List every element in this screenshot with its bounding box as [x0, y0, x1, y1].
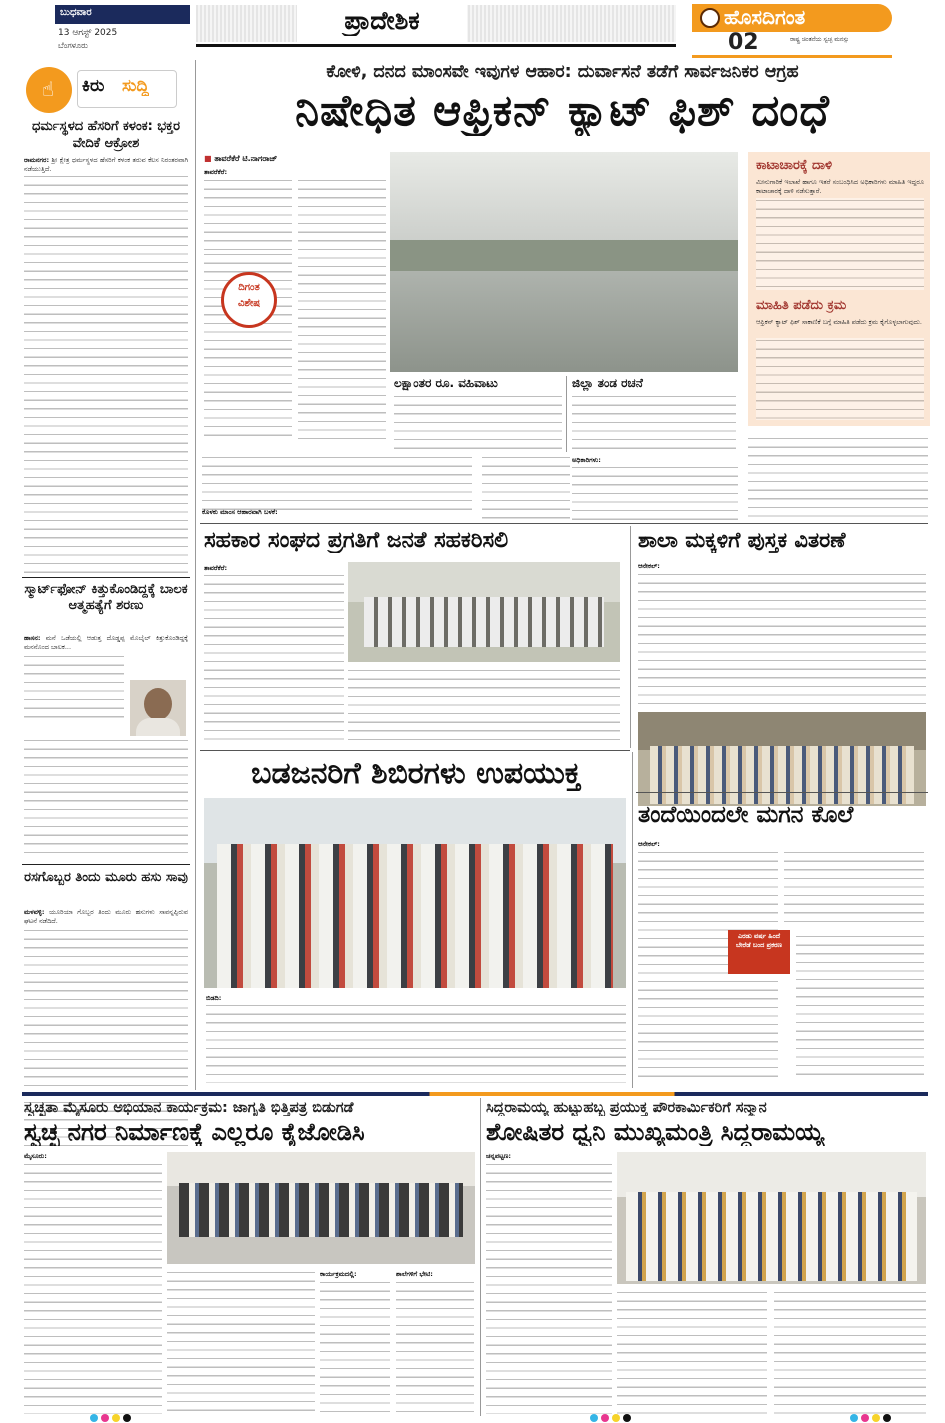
- brand-name: ಹೊಸದಿಗಂತ: [724, 5, 806, 29]
- kirusuddi-label-a: ಕಿರು: [82, 76, 105, 96]
- sahakara-body-a: [204, 573, 344, 741]
- issue-date: 13 ಆಗಸ್ಟ್ 2025: [58, 28, 118, 38]
- lead-body-right: [748, 436, 928, 520]
- reg-mark-cyan-mid: [590, 1414, 598, 1422]
- hand-pointing-icon: ☝: [41, 77, 55, 101]
- shibira-photo: [204, 798, 626, 988]
- reg-mark-magenta-right: [861, 1414, 869, 1422]
- lead-body-col1: [204, 178, 292, 250]
- boy-portrait: [130, 680, 186, 736]
- sahakara-dateline: ತಾವರೆಕೆರೆ:: [204, 564, 228, 572]
- kirusuddi-column: [22, 62, 190, 1092]
- kirusuddi-label-b: ಸುದ್ದಿ: [122, 76, 149, 96]
- swachha-body-b: [167, 1270, 315, 1414]
- siddu-dateline: ಚನ್ನಪಟ್ಟಣ:: [486, 1152, 512, 1160]
- sub1-heading: ಲಕ್ಷಾಂತರ ರೂ. ವಹಿವಾಟು: [394, 376, 498, 390]
- sahakara-body-b: [348, 668, 620, 740]
- brand-underline: [692, 55, 892, 58]
- story1-lede: [24, 156, 188, 173]
- swachha-headline: ಸ್ವಚ್ಛ ನಗರ ನಿರ್ಮಾಣಕ್ಕೆ ಎಲ್ಲರೂ ಕೈಜೋಡಿಸಿ: [24, 1118, 365, 1146]
- lead-closer: ಕೊಳಕು ಮಾಂಸ ಆಹಾರವಾಗಿ ಬಳಕೆ:: [202, 508, 278, 516]
- issue-city: ಬೆಂಗಳೂರು: [58, 41, 88, 50]
- reg-mark-cyan-left: [90, 1414, 98, 1422]
- story2-body-2: [24, 738, 188, 858]
- lead-byline: [204, 154, 277, 164]
- reg-mark-yellow-mid: [612, 1414, 620, 1422]
- story1-dateline: ರಾಮನಗರ:: [24, 156, 50, 164]
- sidebar-box2-title: ಮಾಹಿತಿ ಪಡೆದು ಕ್ರಮ: [756, 298, 847, 313]
- shaala-headline: ಶಾಲಾ ಮಕ್ಕಳಿಗೆ ಪುಸ್ತಕ ವಿತರಣೆ: [638, 528, 846, 552]
- story1-headline: ಧರ್ಮಸ್ಥಳದ ಹೆಸರಿಗೆ ಕಳಂಕ: ಭಕ್ತರ ವೇದಿಕೆ ಆಕ್ರೋಶ: [31, 119, 181, 151]
- reg-mark-yellow-left: [112, 1414, 120, 1422]
- shibira-dateline: ಬಿಡದಿ:: [206, 994, 222, 1002]
- story3-headline: ರಸಗೊಬ್ಬರ ತಿಂದು ಮೂರು ಹಸು ಸಾವು: [24, 870, 188, 885]
- shibira-story: [200, 752, 630, 1087]
- reg-mark-magenta-mid: [601, 1414, 609, 1422]
- badge-top: ದಿಗಂತ: [238, 282, 260, 293]
- lead-headline: ನಿಷೇಧಿತ ಆಫ್ರಿಕನ್ ಕ್ಯಾಟ್ ಫಿಶ್ ದಂಧೆ: [295, 86, 830, 136]
- siddu-body-b: [617, 1290, 767, 1414]
- swachha-kicker: ಸ್ವಚ್ಛತಾ ಮೈಸೂರು ಅಭಿಯಾನ ಕಾರ್ಯಕ್ರಮ: ಜಾಗೃತಿ ಭಿತ್ತಿಪತ್ರ ಬಿಡುಗಡೆ: [24, 1100, 354, 1116]
- shaala-body: [638, 572, 926, 706]
- siddu-story: [484, 1098, 928, 1418]
- sidebar-box1-body: [756, 198, 924, 290]
- swachha-story: [22, 1098, 477, 1418]
- lead-body-col2: [298, 178, 386, 442]
- tande-body-b: [784, 850, 924, 928]
- sahakara-story: [200, 526, 625, 746]
- lead-body-bottom: [482, 455, 570, 520]
- sahakara-headline: ಸಹಕಾರ ಸಂಘದ ಪ್ರಗತಿಗೆ ಜನತೆ ಸಹಕರಿಸಲಿ: [204, 528, 509, 553]
- swachha-body-d: [396, 1280, 474, 1414]
- story3-lede: [24, 908, 188, 925]
- siddu-body-a: [486, 1162, 612, 1414]
- sidebar-box1-title: ಕಾಟಾಚಾರಕ್ಕೆ ದಾಳಿ: [756, 158, 833, 173]
- badge-bottom: ವಿಶೇಷ: [237, 298, 260, 309]
- siddu-kicker: ಸಿದ್ದರಾಮಯ್ಯ ಹುಟ್ಟುಹಬ್ಬ ಪ್ರಯುಕ್ತ ಪೌರಕಾರ್ಮಿಕರಿಗೆ ಸನ್ಮಾನ: [486, 1100, 767, 1116]
- sub2-heading: ಜಿಲ್ಲಾ ತಂಡ ರಚನೆ: [572, 376, 643, 390]
- siddu-photo: [617, 1152, 926, 1284]
- reg-mark-magenta-left: [101, 1414, 109, 1422]
- tande-headline: ತಂದೆಯಿಂದಲೇ ಮಗನ ಕೊಲೆ: [638, 802, 854, 828]
- pond-photo: [390, 152, 738, 372]
- lead-body-bottom2: [572, 465, 738, 520]
- story2-dateline: ಹಾಸನ:: [24, 634, 41, 642]
- issue-day: ಬುಧವಾರ: [60, 7, 92, 18]
- story3-lede-text: ಯೂರಿಯಾ ಗೊಬ್ಬರ ತಿಂದು ಮೂರು ಹಸುಗಳು ಸಾವನ್ನಪ್ಪಿರುವ ಘಟನೆ ನಡೆದಿದೆ.: [24, 908, 188, 925]
- section-divider-strip: [22, 1092, 928, 1096]
- sub2-body: [572, 394, 736, 450]
- lead-dateline: ತಾವರೆಕೆರೆ:: [204, 168, 228, 176]
- tande-dateline: ಆನೇಕಲ್:: [638, 840, 660, 848]
- swachha-sub1: ಕಾರ್ಯಕ್ರಮದಲ್ಲಿ:: [320, 1270, 357, 1278]
- lead-byline-text: ತಾವರೆಕೆರೆ ಟಿ.ನಾಗರಾಜ್: [214, 154, 278, 163]
- tande-callout-text: ಎರಡು ವರ್ಷ ಹಿಂದೆ ಬೇರೆಡೆ ಬಂದ ಪ್ರಕರಣ: [735, 932, 783, 949]
- brand-tagline: ರಾಷ್ಟ್ರ ಚಿಂತನೆಯ ಸ್ವಚ್ಛ ಮನಸ್ಸು: [790, 36, 849, 43]
- lead-sub3: ಅಧಿಕಾರಿಗಳು:: [572, 456, 601, 464]
- shaala-dateline: ಆನೇಕಲ್:: [638, 562, 660, 570]
- swachha-body-a: [24, 1162, 162, 1414]
- shaala-story: [636, 526, 928, 786]
- story1-body: [24, 174, 188, 574]
- reg-mark-black-right: [883, 1414, 891, 1422]
- sidebar-box1-text: ಮೀನುಗಾರಿಕೆ ಇಲಾಖೆ ಹಾಗೂ ಇತರೆ ಸಂಬಂಧಿಸಿದ ಅಧಿಕಾರಿಗಳು ಮಾಹಿತಿ ಇದ್ದರೂ ಕಾಟಾಚಾರಕ್ಕೆ ದಾಳಿ ನಡೆಸುತ್ತಾರೆ.: [756, 178, 924, 195]
- swachha-photo: [167, 1152, 475, 1264]
- swachha-dateline: ಮೈಸೂರು:: [24, 1152, 47, 1160]
- tande-story: [636, 798, 928, 1088]
- story2-body: [24, 654, 124, 724]
- reg-mark-yellow-right: [872, 1414, 880, 1422]
- reg-mark-black-mid: [623, 1414, 631, 1422]
- byline-marker: ■: [204, 154, 215, 163]
- masthead: [0, 0, 945, 60]
- lead-kicker: ಕೋಳಿ, ದನದ ಮಾಂಸವೇ ಇವುಗಳ ಆಹಾರ: ದುರ್ವಾಸನೆ ತಡೆಗೆ ಸಾರ್ವಜನಿಕರ ಆಗ್ರಹ: [326, 62, 799, 82]
- page-number: 02: [728, 30, 759, 55]
- sidebar-box2-body: [756, 338, 924, 420]
- story2-lede-text: ಮನೆ ಒಡೆಯಲ್ಲಿ ಆಡುತ್ತ ದೊಡ್ಡಪ್ಪ ಮೊಬೈಲ್ ಕಿತ್ತುಕೊಂಡಿದ್ದಕ್ಕೆ ಮನನೊಂದ ಬಾಲಕ...: [24, 634, 188, 651]
- reg-mark-cyan-right: [850, 1414, 858, 1422]
- story2-headline: ಸ್ಮಾರ್ಟ್‌ಫೋನ್ ಕಿತ್ತುಕೊಂಡಿದ್ದಕ್ಕೆ ಬಾಲಕ ಆತ್ಮಹತ್ಯೆಗೆ ಶರಣು: [24, 582, 188, 613]
- shibira-headline: ಬಡಜನರಿಗೆ ಶಿಬಿರಗಳು ಉಪಯುಕ್ತ: [251, 756, 581, 791]
- swachha-body-c: [320, 1280, 390, 1414]
- brand-logo-icon: [700, 8, 720, 28]
- sahakara-photo: [348, 562, 620, 662]
- siddu-body-c: [774, 1290, 926, 1414]
- reg-mark-black-left: [123, 1414, 131, 1422]
- sub1-body: [394, 394, 562, 450]
- lead-body-col3: [202, 455, 472, 510]
- story1-lede-text: ಶ್ರೀ ಕ್ಷೇತ್ರ ಧರ್ಮಸ್ಥಳದ ಹೆಸರಿಗೆ ಕಳಂಕ ತರುವ ಕೆಲಸ ನಿರಂತರವಾಗಿ ನಡೆಯುತ್ತಿದೆ.: [24, 156, 188, 173]
- lead-story: [200, 60, 930, 520]
- sidebar-box2-text: ಆಫ್ರಿಕನ್ ಕ್ಯಾಟ್ ಫಿಶ್ ಸಾಕಾಣಿಕೆ ಬಗ್ಗೆ ಮಾಹಿತಿ ಪಡೆದು ಕ್ರಮ ಕೈಗೊಳ್ಳಲಾಗುವುದು.: [756, 318, 922, 326]
- shibira-body: [206, 1003, 626, 1083]
- siddu-headline: ಶೋಷಿತರ ಧ್ವನಿ ಮುಖ್ಯಮಂತ್ರಿ ಸಿದ್ದರಾಮಯ್ಯ: [486, 1118, 825, 1146]
- story3-dateline: ಮಳವಳ್ಳಿ:: [24, 908, 45, 916]
- story2-lede: [24, 634, 188, 651]
- tande-body-c: [796, 934, 924, 1082]
- section-title: ಪ್ರಾದೇಶಿಕ: [344, 6, 420, 35]
- section-underline: [196, 44, 676, 47]
- swachha-sub2: ಶಾಲೆಗಳಿಗೆ ಭೇಟಿ:: [396, 1270, 433, 1278]
